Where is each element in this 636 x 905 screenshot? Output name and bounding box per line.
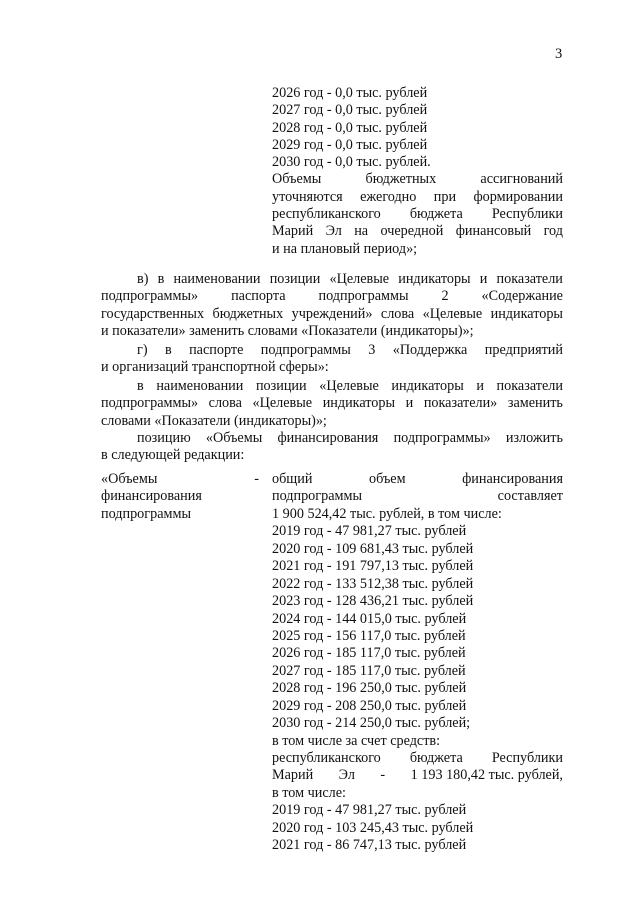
position-title: «Объемы - xyxy=(101,471,259,487)
year-line: 2023 год - 128 436,21 тыс. рублей xyxy=(272,593,474,610)
year-line: 2021 год - 86 747,13 тыс. рублей xyxy=(272,837,467,854)
note-line: Марий Эл на очередной финансовый год xyxy=(272,223,563,240)
year-line: 2028 год - 0,0 тыс. рублей xyxy=(272,119,428,136)
year-line: 2020 год - 103 245,43 тыс. рублей xyxy=(272,819,474,836)
year-line: 2025 год - 156 117,0 тыс. рублей xyxy=(272,627,466,644)
total-amount: 1 900 524,42 тыс. рублей, в том числе: xyxy=(272,505,502,522)
table-left-column: «Объемы - финансирования подпрограммы xyxy=(101,471,259,522)
paragraph-position: позицию «Объемы финансирования подпрограммы» изложить в следующей редакции: xyxy=(101,430,563,464)
year-line: 2030 год - 0,0 тыс. рублей. xyxy=(272,154,431,171)
year-line: 2019 год - 47 981,27 тыс. рублей xyxy=(272,523,467,540)
year-line: 2029 год - 208 250,0 тыс. рублей xyxy=(272,697,467,714)
year-line: 2022 год - 133 512,38 тыс. рублей xyxy=(272,575,474,592)
paragraph-g-rename: в наименовании позиции «Целевые индикаторы и показатели подпрограммы» слова «Целевые индикаторы и показатели» заменить словами «Показатели (индикаторы)»; xyxy=(101,378,563,429)
page-number: 3 xyxy=(555,46,563,62)
year-line: 2020 год - 109 681,43 тыс. рублей xyxy=(272,540,474,557)
note-line: республиканского бюджета Республики xyxy=(272,206,563,223)
year-line: 2024 год - 144 015,0 тыс. рублей xyxy=(272,610,467,627)
year-line: 2027 год - 0,0 тыс. рублей xyxy=(272,102,428,119)
paragraph-g: г) в паспорте подпрограммы 3 «Поддержка предприятий и организаций транспортной сферы»: xyxy=(101,342,563,376)
paragraph-v: в) в наименовании позиции «Целевые индикаторы и показатели подпрограммы» паспорта подпрограммы 2 «Содержание государственных бюджетных учреждений» слова «Целевые индикаторы и показатели» заменить словами «Показатели (индикаторы)»; xyxy=(101,271,563,339)
year-line: 2029 год - 0,0 тыс. рублей xyxy=(272,136,428,153)
year-line: 2027 год - 185 117,0 тыс. рублей xyxy=(272,662,466,679)
table-right-column: общий объем финансирования подпрограммы составляет 1 900 524,42 тыс. рублей, в том числе: 2019 год - 47 981,27 тыс. рублей 2020 год - 109 681,43 тыс. рублей 2021 год - 191 797,13 тыс. рублей 2022 год - 133 512,38 тыс. рублей 2023 год - 128 436,21 тыс. рублей 2024 год - 144 015,0 тыс. рублей 2025 год - 156 117,0 тыс. рублей 2026 год - 185 117,0 тыс. рублей 2027 год - 185 117,0 тыс. рублей 2028 год - 196 250,0 тыс. рублей 2029 год - 208 250,0 тыс. рублей 2030 год - 214 250,0 тыс. рублей; в том числе за счет средств: республиканского бюджета Республики Марий Эл - 1 193 180,42 тыс. рублей, в том числе: 2019 год - 47 981,27 тыс. рублей 2020 год - 103 245,43 тыс. рублей 2021 год - 86 747,13 тыс. рублей xyxy=(272,471,563,854)
note-line: и на плановый период»; xyxy=(272,240,418,257)
year-line: 2030 год - 214 250,0 тыс. рублей; xyxy=(272,715,471,732)
year-line: 2026 год - 0,0 тыс. рублей xyxy=(272,85,428,101)
financing-continuation xyxy=(272,85,563,258)
year-line: 2028 год - 196 250,0 тыс. рублей xyxy=(272,680,467,697)
note-line: Объемы бюджетных ассигнований xyxy=(272,171,563,188)
year-line: 2026 год - 185 117,0 тыс. рублей xyxy=(272,645,466,662)
note-line: уточняются ежегодно при формировании xyxy=(272,188,563,205)
year-line: 2021 год - 191 797,13 тыс. рублей xyxy=(272,558,474,575)
year-line: 2019 год - 47 981,27 тыс. рублей xyxy=(272,802,467,819)
